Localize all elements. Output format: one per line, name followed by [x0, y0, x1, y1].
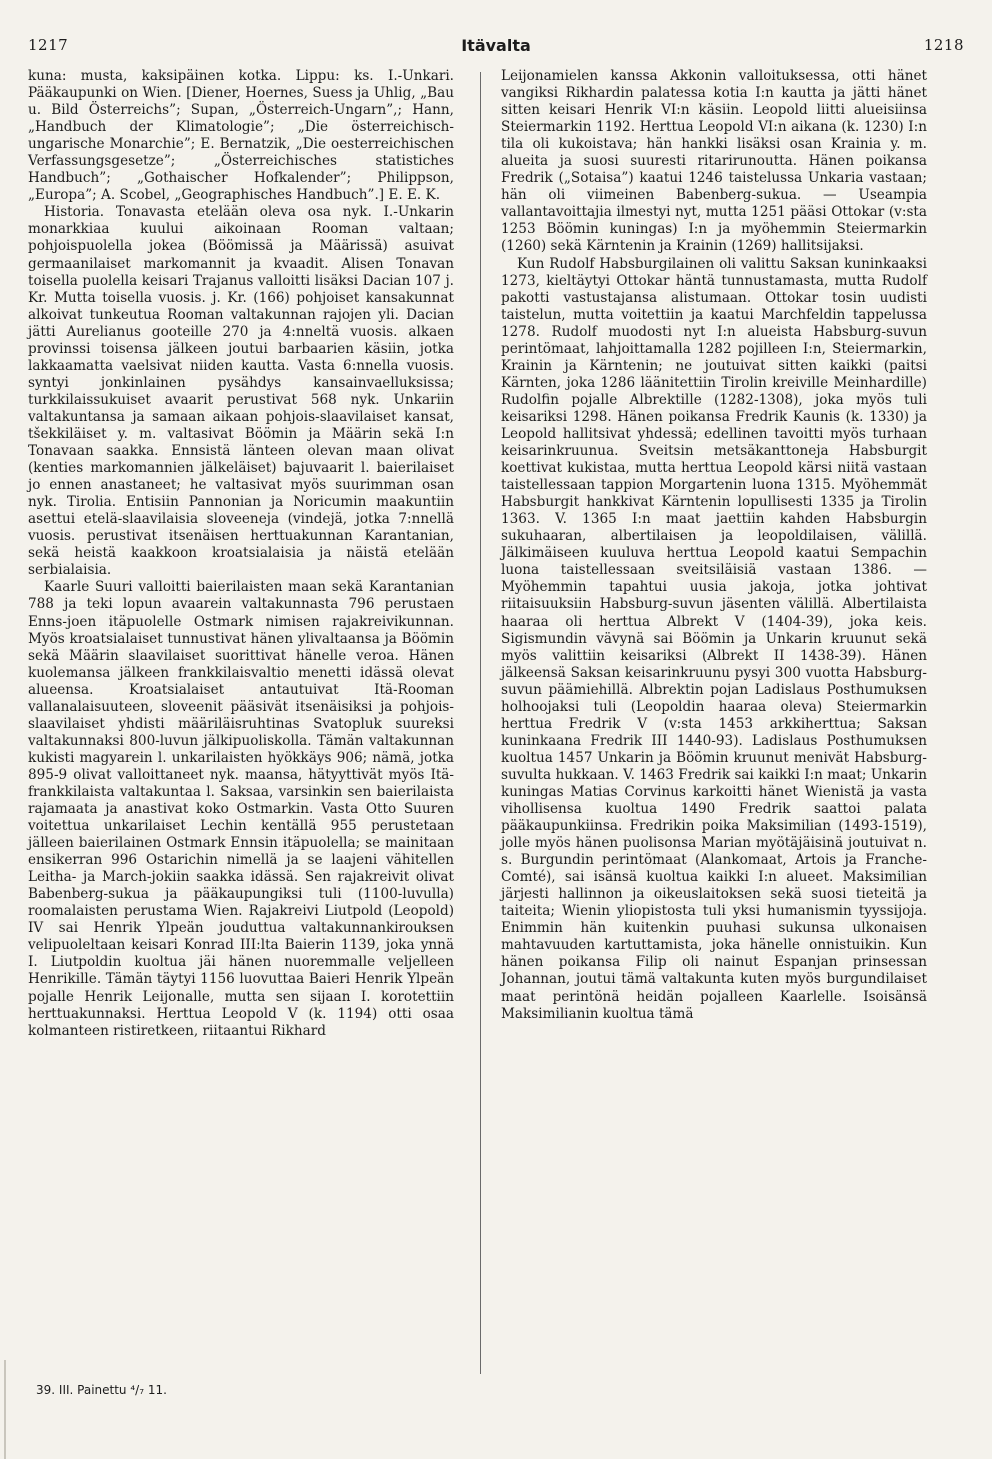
paragraph: Leijonamielen kanssa Akkonin valloituksessa, otti hänet vangiksi Rikhardin palatessa kotia I:n kautta ja jätti hänet sitten keisari Henrik VI:n käsiin. Leopold liitti alueisiinsa Steiermarkin 1192. Herttua Leopold VI:n aikana (k. 1230) I:n tila oli kukoistava; hän hankki lisäksi osan Krainia y. m. alueita ja suosi suuresti ritarirunoutta. Hänen poikansa Fredrik („Sotaisa”) kaatui 1246 taistelussa Unkaria vastaan; hän oli viimeinen Babenberg-sukua. — Useampia vallantavoittajia ilmestyi nyt, mutta 1251 pääsi Ottokar (v:sta 1253 Böömin kuningas) I:n ja myöhemmin Steiermarkin (1260) sekä Kärntenin ja Krainin (1269) hallitsijaksi.	[501, 68, 927, 255]
page-edge-mark	[4, 1360, 6, 1459]
paragraph: Historia. Tonavasta etelään oleva osa nyk. I.-Unkarin monarkkiaa kuului aikoinaan Rooman valtaan; pohjoispuolella jokea (Böömissä ja Määrissä) asuivat germaanilaiset markomannit ja kvaadit. Alisen Tonavan toisella puolella keisari Trajanus valloitti lisäksi Dacian 107 j. Kr. Mutta toisella vuosis. j. Kr. (166) pohjoiset kansakunnat alkoivat tunkeutua Rooman valtakunnan rajojen yli. Dacian jätti Aurelianus gooteille 270 ja 4:nneltä vuosis. alkaen provinssi toisensa jälkeen joutui barbaarien käsiin, jotka lakkaamatta vaelsivat niiden kautta. Vasta 6:nnella vuosis. syntyi jonkinlainen pysähdys kansainvaelluksissa; turkkilaissukuiset avaarit perustivat 568 nyk. Unkariin valtakuntansa ja samaan aikaan pohjois-slaavilaiset kansat, tšekkiläiset y. m. valtasivat Böömin ja Määrin sekä I:n Tonavaan saakka. Ennsistä länteen olevan maan olivat (kenties markomannien jälkeläiset) bajuvaarit l. baierilaiset jo ennen anastaneet; he valtasivat myös suurimman osan nyk. Tirolia. Entisiin Pannonian ja Noricumin maakuntiin asettui etelä-slaavilaisia sloveeneja (vindejä, jotka 7:nnellä vuosis. perustivat itsenäisen herttuakunnan Karantanian, sekä heistä kaakkoon kroatsialaisia ja näistä etelään serbialaisia.	[28, 204, 454, 579]
right-column	[501, 68, 927, 1023]
paragraph: Kaarle Suuri valloitti baierilaisten maan sekä Karantanian 788 ja teki lopun avaarein valtakunnasta 796 perustaen Enns-joen itäpuolelle Ostmark nimisen rajakreivikunnan. Myös kroatsialaiset tunnustivat hänen ylivaltaansa ja Böömin sekä Määrin slaavilaiset suorittivat hänelle veroa. Hänen kuolemansa jälkeen frankkilaisvaltio menetti idässä olevat alueensa. Kroatsialaiset antautuivat Itä-Rooman vallanalaisuuteen, sloveenit pääsivät itsenäisiksi ja pohjois-slaavilaiset yhdisti määriläisruhtinas Svatopluk suureksi valtakunnaksi 800-luvun jälkipuoliskolla. Tämän valtakunnan kukisti magyarein l. unkarilaisten hyökkäys 906; nämä, jotka 895-9 olivat valloittaneet nyk. maansa, hätyyttivät myös Itä-frankkilaista valtakuntaa l. Saksaa, varsinkin sen baierilaista rajamaata ja anastivat koko Ostmarkin. Vasta Otto Suuren voitettua unkarilaiset Lechin kentällä 955 perustetaan jälleen baierilainen Ostmark Ennsin itäpuolella; se mainitaan ensikerran 996 Ostarichin nimellä ja se laajeni vähitellen Leitha- ja March-jokiin saakka idässä. Sen rajakreivit olivat Babenberg-sukua ja pääkaupungiksi tuli (1100-luvulla) roomalaisten perustama Wien. Rajakreivi Liutpold (Leopold) IV sai Henrik Ylpeän jouduttua valtakunnankirouksen velipuoleltaan keisari Konrad III:lta Baierin 1139, joka ynnä I. Liutpoldin kuoltua jäi hänen nuoremmalle veljelleen Henrikille. Tämän täytyi 1156 luovuttaa Baieri Henrik Ylpeän pojalle Henrik Leijonalle, mutta sen sijaan I. korotettiin herttuakunnaksi. Herttua Leopold V (k. 1194) otti osaa kolmanteen ristiretkeen, riitaantui Rikhard	[28, 579, 454, 1039]
column-divider	[480, 72, 481, 1374]
print-note: 39. III. Painettu ⁴/₇ 11.	[36, 1383, 167, 1397]
page-title: Itävalta	[461, 36, 531, 55]
page-number-right: 1218	[923, 36, 964, 54]
paragraph: Kun Rudolf Habsburgilainen oli valittu Saksan kuninkaaksi 1273, kieltäytyi Ottokar häntä tunnustamasta, mutta Rudolf pakotti vastustajansa alistumaan. Ottokar tosin uudisti taistelun, mutta voitettiin ja kaatui Marchfeldin tappelussa 1278. Rudolf muodosti nyt I:n alueista Habsburg-suvun perintömaat, lahjoittamalla 1282 pojilleen I:n, Steiermarkin, Krainin ja Kärntenin; ne joutuivat sitten kaikki (paitsi Kärnten, joka 1286 läänitettiin Tirolin kreiville Meinhardille) Rudolfin pojalle Albrektille (1282-1308), joka myös tuli keisariksi 1298. Hänen poikansa Fredrik Kaunis (k. 1330) ja Leopold hallitsivat yhdessä; edellinen tavoitti myös turhaan keisarinkruunua. Sveitsin metsäkanttoneja Habsburgit koettivat kukistaa, mutta herttua Leopold kärsi niitä vastaan taistellessaan tappion Morgartenin luona 1315. Myöhemmät Habsburgit hankkivat Kärntenin lopullisesti 1335 ja Tirolin 1363. V. 1365 I:n maat jaettiin kahden Habsburgin sukuhaaran, albertilaisen ja leopoldilaisen, välillä. Jälkimäiseen kuuluva herttua Leopold kaatui Sempachin luona taistellessaan sveitsiläisiä vastaan 1386. — Myöhemmin tapahtui uusia jakoja, jotka johtivat riitaisuuksiin Habsburg-suvun jäsenten välillä. Albertilaista haaraa oli herttua Albrekt V (1404-39), joka keis. Sigismundin vävynä sai Böömin ja Unkarin kruunut sekä myös valittiin keisariksi (Albrekt II 1438-39). Hänen jälkeensä Saksan keisarinkruunu pysyi 300 vuotta Habsburg-suvun päämiehillä. Albrektin pojan Ladislaus Posthumuksen holhoojaksi tuli (Leopoldin haaraa oleva) Steiermarkin herttua Fredrik V (v:sta 1453 arkkiherttua; Saksan kuninkaana Fredrik III 1440-93). Ladislaus Posthumuksen kuoltua 1457 Unkarin ja Böömin kruunut menivät Habsburg-suvulta hukkaan. V. 1463 Fredrik sai kaikki I:n maat; Unkarin kuningas Matias Corvinus karkoitti hänet Wienistä ja vasta vihollisensa kuoltua 1490 Fredrik saattoi palata pääkaupunkiinsa. Fredrikin poika Maksimilian (1493-1519), jolle myös hänen puolisonsa Marian myötäjäisinä joutuivat n. s. Burgundin perintömaat (Alankomaat, Artois ja Franche-Comté), sai isänsä kuoltua kaikki I:n alueet. Maksimilian järjesti hallinnon ja oikeuslaitoksen sekä suosi tieteitä ja taiteita; Wienin yliopistosta tuli yksi humanismin tyyssijoja. Enimmin hän kuitenkin puuhasi sukunsa ulkonaisen mahtavuuden kartuttamista, joka hänelle onnistuikin. Kun hänen poikansa Filip oli nainut Espanjan prinsessan Johannan, joutui tämä valtakunta kuten myös burgundilaiset maat perintönä heidän pojalleen Kaarlelle. Isoisänsä Maksimilianin kuoltua tämä	[501, 255, 927, 1022]
paragraph: kuna: musta, kaksipäinen kotka. Lippu: ks. I.-Unkari. Pääkaupunki on Wien. [Diener, Hoernes, Suess ja Uhlig, „Bau u. Bild Österreichs”; Supan, „Österreich-Ungarn”,; Hann, „Handbuch der Klimatologie”; „Die österreichisch-ungarische Monarchie”; E. Bernatzik, „Die oesterreichischen Verfassungsgesetze”; „Österreichisches statistiches Handbuch”; „Gothaischer Hofkalender”; Philippson, „Europa”; A. Scobel, „Geographisches Handbuch”.] E. E. K.	[28, 68, 454, 204]
left-column	[28, 68, 454, 1040]
page-number-left: 1217	[28, 36, 69, 54]
